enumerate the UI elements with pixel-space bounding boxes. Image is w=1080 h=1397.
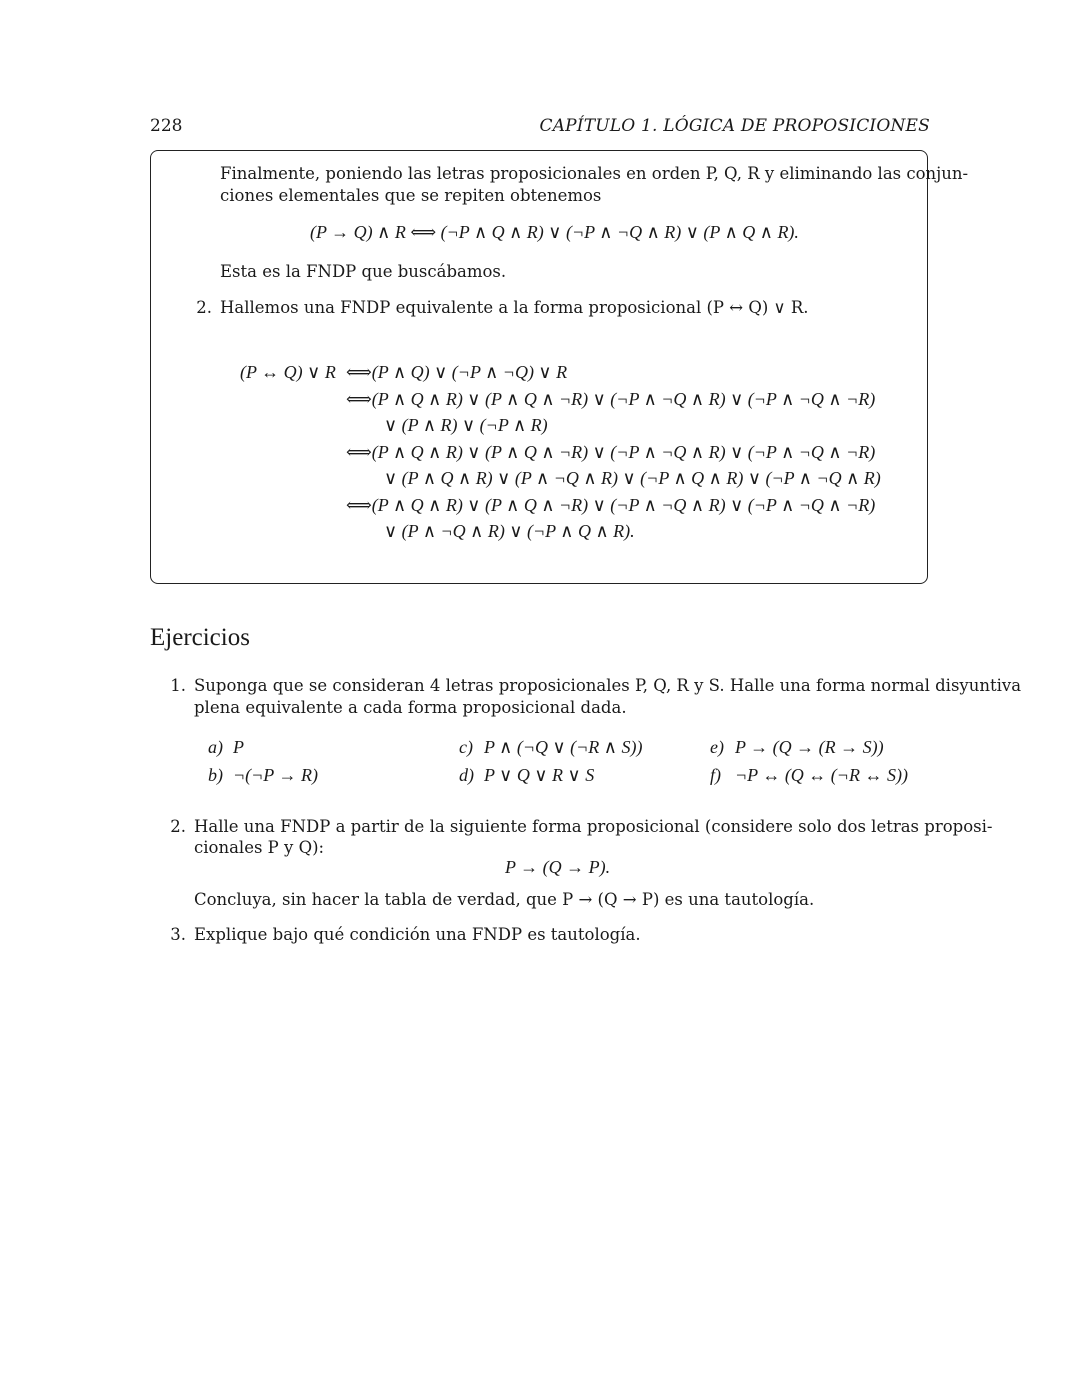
derivation-line-1: ⟺(P ∧ Q) ∨ (¬P ∧ ¬Q) ∨ R	[346, 362, 568, 382]
exercise-2-display-equation: P → (Q → P).	[505, 857, 611, 877]
box-paragraph-line-1: Finalmente, poniendo las letras proposicionales en orden P, Q, R y eliminando las conjun-	[220, 164, 969, 183]
exercise-1-part-f-label: f)	[710, 765, 721, 785]
exercise-2-line-2: cionales P y Q):	[194, 838, 325, 857]
exercise-1-part-e-expr: P → (Q → (R → S))	[735, 737, 884, 757]
box-item-2-text: Hallemos una FNDP equivalente a la forma proposicional (P ↔ Q) ∨ R.	[220, 298, 809, 317]
exercise-1-part-e-label: e)	[710, 737, 724, 757]
derivation-lhs: (P ↔ Q) ∨ R	[240, 362, 336, 382]
exercise-1-part-a-label: a)	[208, 737, 223, 757]
exercise-1-part-f-expr: ¬P ↔ (Q ↔ (¬R ↔ S))	[735, 765, 908, 785]
box-display-equation: (P → Q) ∧ R ⟺ (¬P ∧ Q ∧ R) ∨ (¬P ∧ ¬Q ∧ R) ∨ (P ∧ Q ∧ R).	[310, 222, 799, 242]
running-head: CAPÍTULO 1. LÓGICA DE PROPOSICIONES	[539, 116, 930, 136]
section-title-ejercicios: Ejercicios	[150, 624, 250, 651]
page-number: 228	[150, 116, 183, 136]
derivation-line-6: ⟺(P ∧ Q ∧ R) ∨ (P ∧ Q ∧ ¬R) ∨ (¬P ∧ ¬Q ∧ R) ∨ (¬P ∧ ¬Q ∧ ¬R)	[346, 495, 876, 515]
exercise-1-part-d-expr: P ∨ Q ∨ R ∨ S	[484, 765, 595, 785]
exercise-2-number: 2.	[170, 817, 186, 836]
exercise-2-conclusion: Concluya, sin hacer la tabla de verdad, que P → (Q → P) es una tautología.	[194, 890, 815, 909]
exercise-1-line-1: Suponga que se consideran 4 letras proposicionales P, Q, R y S. Halle una forma normal disyuntiva	[194, 676, 1022, 695]
exercise-1-part-d-label: d)	[459, 765, 474, 785]
box-paragraph-line-2: ciones elementales que se repiten obtenemos	[220, 186, 602, 205]
derivation-line-3: ∨ (P ∧ R) ∨ (¬P ∧ R)	[384, 415, 548, 435]
exercise-3-text: Explique bajo qué condición una FNDP es tautología.	[194, 925, 641, 944]
exercise-2-line-1: Halle una FNDP a partir de la siguiente forma proposicional (considere solo dos letras proposi-	[194, 817, 993, 836]
box-item-2-number: 2.	[196, 298, 212, 317]
exercise-1-line-2: plena equivalente a cada forma proposicional dada.	[194, 698, 627, 717]
exercise-1-part-c-label: c)	[459, 737, 473, 757]
exercise-1-part-b-label: b)	[208, 765, 223, 785]
exercise-1-part-c-expr: P ∧ (¬Q ∨ (¬R ∧ S))	[484, 737, 643, 757]
exercise-3-number: 3.	[170, 925, 186, 944]
exercise-1-number: 1.	[170, 676, 186, 695]
derivation-line-2: ⟺(P ∧ Q ∧ R) ∨ (P ∧ Q ∧ ¬R) ∨ (¬P ∧ ¬Q ∧ R) ∨ (¬P ∧ ¬Q ∧ ¬R)	[346, 389, 876, 409]
derivation-line-4: ⟺(P ∧ Q ∧ R) ∨ (P ∧ Q ∧ ¬R) ∨ (¬P ∧ ¬Q ∧ R) ∨ (¬P ∧ ¬Q ∧ ¬R)	[346, 442, 876, 462]
derivation-line-5: ∨ (P ∧ Q ∧ R) ∨ (P ∧ ¬Q ∧ R) ∨ (¬P ∧ Q ∧ R) ∨ (¬P ∧ ¬Q ∧ R)	[384, 468, 881, 488]
derivation-line-7: ∨ (P ∧ ¬Q ∧ R) ∨ (¬P ∧ Q ∧ R).	[384, 521, 635, 541]
exercise-1-part-a-expr: P	[233, 737, 244, 757]
box-conclusion: Esta es la FNDP que buscábamos.	[220, 262, 507, 281]
exercise-1-part-b-expr: ¬(¬P → R)	[233, 765, 318, 785]
